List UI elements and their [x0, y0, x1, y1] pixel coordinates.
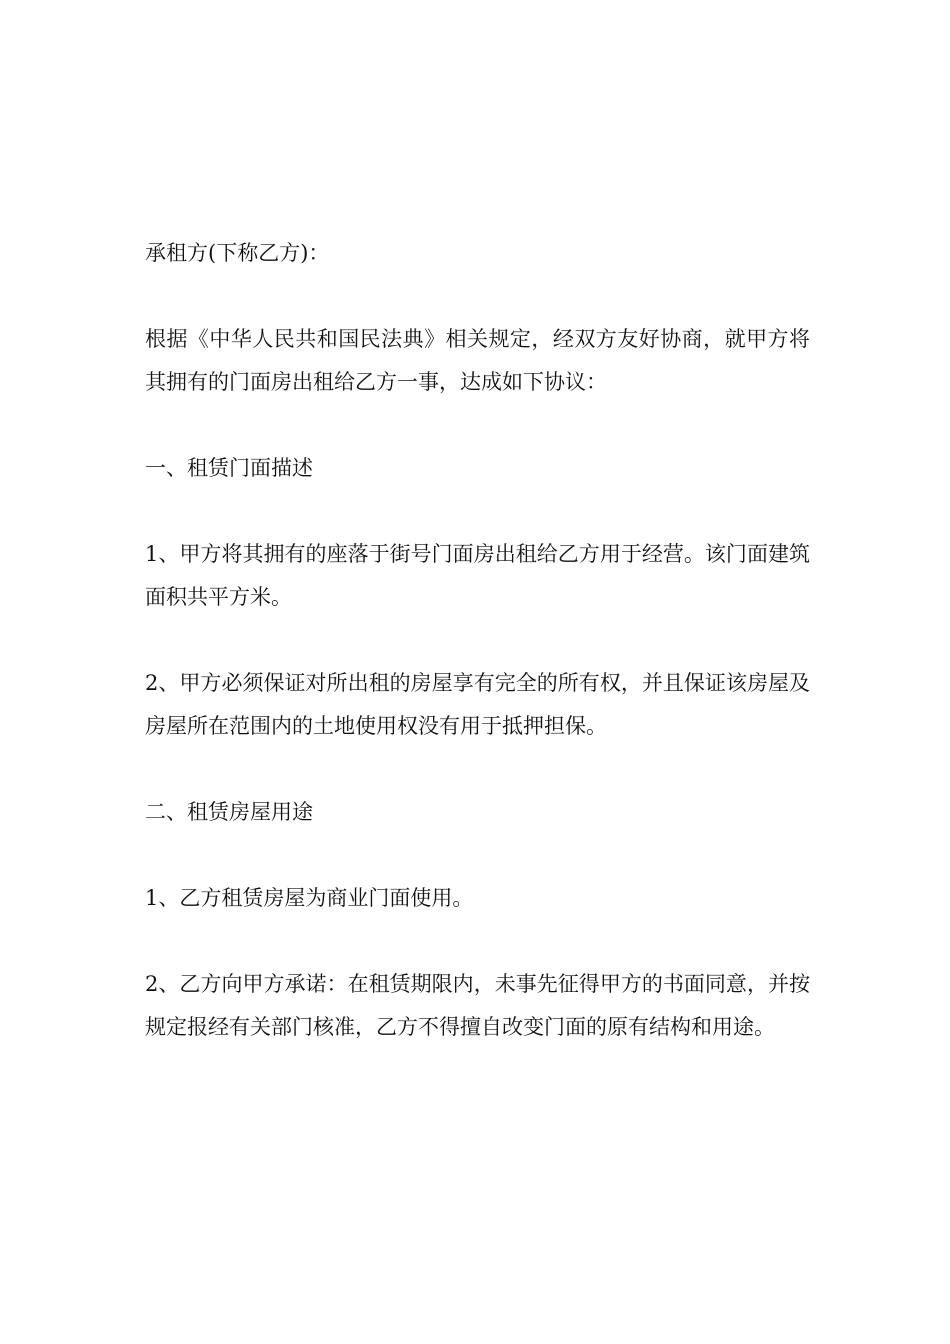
clause-2-1: 1、乙方租赁房屋为商业门面使用。 [145, 886, 474, 910]
section-heading-2: 二、租赁房屋用途 [145, 800, 313, 824]
preamble-paragraph: 根据《中华人民共和国民法典》相关规定，经双方友好协商，就甲方将其拥有的门面房出租给乙方一事，达成如下协议： [145, 327, 810, 394]
clause-2-2: 2、乙方向甲方承诺：在租赁期限内，未事先征得甲方的书面同意，并按规定报经有关部门核准，乙方不得擅自改变门面的原有结构和用途。 [145, 972, 810, 1039]
clause-1-2: 2、甲方必须保证对所出租的房屋享有完全的所有权，并且保证该房屋及房屋所在范围内的土地使用权没有用于抵押担保。 [145, 671, 810, 738]
section-heading-1: 一、租赁门面描述 [145, 456, 313, 480]
document-body [145, 232, 810, 1092]
clause-1-1: 1、甲方将其拥有的座落于街号门面房出租给乙方用于经营。该门面建筑面积共平方米。 [145, 542, 810, 609]
lessee-line: 承租方(下称乙方)： [145, 241, 330, 265]
